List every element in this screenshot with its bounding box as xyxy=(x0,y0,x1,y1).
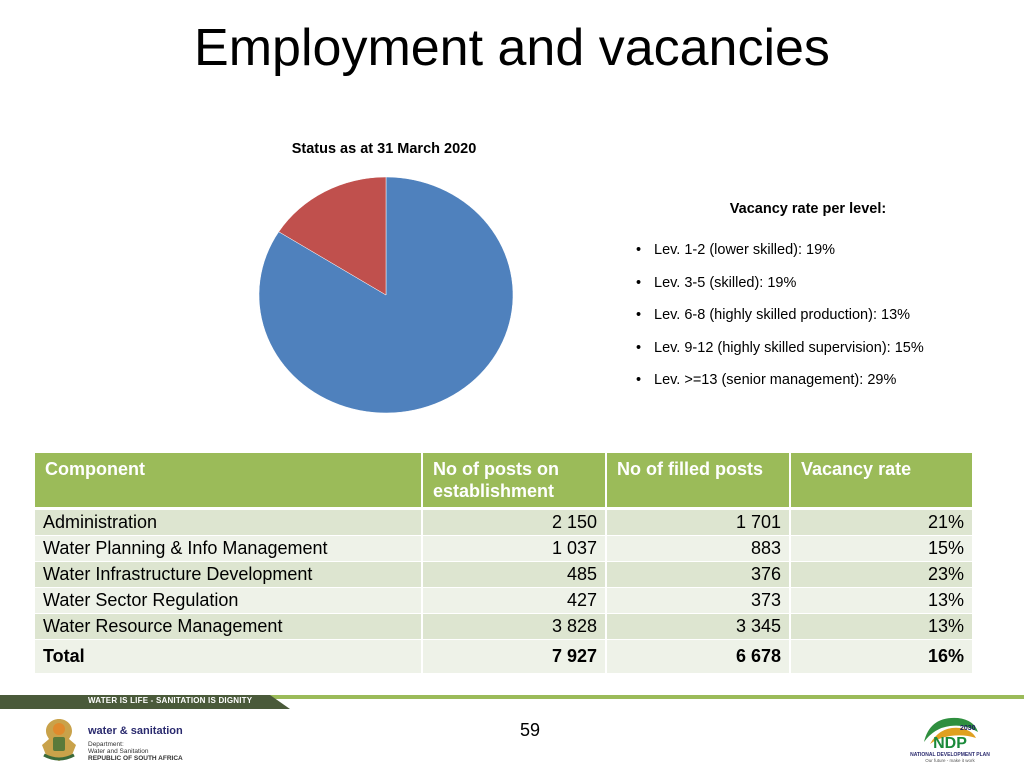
ndp-name: NDP xyxy=(933,735,967,752)
bullet-icon: • xyxy=(636,372,642,388)
vacancy-item: • Lev. 3-5 (skilled): 19% xyxy=(636,271,924,304)
ndp-logo xyxy=(910,712,990,766)
bullet-icon: • xyxy=(636,274,642,291)
cell-posts: 3 828 xyxy=(422,613,606,639)
department-line: REPUBLIC OF SOUTH AFRICA xyxy=(88,755,183,762)
vacancy-heading: Vacancy rate per level: xyxy=(729,201,887,217)
ndp-year: 2030 xyxy=(960,725,976,732)
ndp-caption: NATIONAL DEVELOPMENT PLAN xyxy=(910,752,990,758)
table-row xyxy=(35,613,973,639)
department-line: Department: xyxy=(88,741,124,748)
total-label: Total xyxy=(35,639,422,673)
table-row xyxy=(35,587,973,613)
footer-bar xyxy=(0,695,1024,709)
vacancy-item: • Lev. 9-12 (highly skilled supervision): 15% xyxy=(636,336,924,369)
table-row xyxy=(35,508,973,535)
cell-filled: 376 xyxy=(606,561,790,587)
ndp-emblem-icon xyxy=(910,712,990,752)
header-filled-posts: No of filled posts xyxy=(606,453,790,508)
cell-component: Water Infrastructure Development xyxy=(35,561,422,587)
page-number: 59 xyxy=(520,720,541,740)
cell-posts: 1 037 xyxy=(422,535,606,561)
slide-title: Employment and vacancies xyxy=(194,19,830,77)
table-total-row xyxy=(35,639,973,673)
cell-rate: 13% xyxy=(790,613,973,639)
cell-filled: 373 xyxy=(606,587,790,613)
cell-posts: 427 xyxy=(422,587,606,613)
cell-rate: 15% xyxy=(790,535,973,561)
vacancy-item: • Lev. 6-8 (highly skilled production): 13% xyxy=(636,303,924,336)
total-filled: 6 678 xyxy=(606,639,790,673)
table-row xyxy=(35,535,973,561)
ndp-tagline: Our future - make it work xyxy=(925,758,975,763)
bullet-icon: • xyxy=(636,307,642,323)
cell-component: Water Resource Management xyxy=(35,613,422,639)
cell-rate: 13% xyxy=(790,587,973,613)
cell-filled: 1 701 xyxy=(606,508,790,535)
posts-table xyxy=(35,453,974,674)
bullet-icon: • xyxy=(636,242,642,258)
vacancy-list xyxy=(636,238,924,401)
table-row xyxy=(35,561,973,587)
bullet-icon: • xyxy=(636,339,642,356)
header-posts-establishment: No of posts on establishment xyxy=(422,453,606,508)
chart-title: Status as at 31 March 2020 xyxy=(291,141,477,157)
department-logo xyxy=(36,715,206,765)
cell-filled: 3 345 xyxy=(606,613,790,639)
header-vacancy-rate: Vacancy rate xyxy=(790,453,973,508)
cell-rate: 21% xyxy=(790,508,973,535)
department-line: Water and Sanitation xyxy=(88,748,149,755)
table-header-row xyxy=(35,453,973,508)
cell-component: Administration xyxy=(35,508,422,535)
cell-posts: 485 xyxy=(422,561,606,587)
vacancy-item: • Lev. 1-2 (lower skilled): 19% xyxy=(636,238,924,271)
department-name: water & sanitation xyxy=(88,725,183,737)
cell-component: Water Sector Regulation xyxy=(35,587,422,613)
cell-rate: 23% xyxy=(790,561,973,587)
footer-slogan: WATER IS LIFE - SANITATION IS DIGNITY xyxy=(88,696,253,705)
cell-filled: 883 xyxy=(606,535,790,561)
coat-of-arms-icon xyxy=(36,715,82,763)
total-rate: 16% xyxy=(790,639,973,673)
total-posts: 7 927 xyxy=(422,639,606,673)
header-component: Component xyxy=(35,453,422,508)
cell-component: Water Planning & Info Management xyxy=(35,535,422,561)
cell-posts: 2 150 xyxy=(422,508,606,535)
vacancy-item: • Lev. >=13 (senior management): 29% xyxy=(636,368,924,401)
pie-chart xyxy=(250,170,522,420)
